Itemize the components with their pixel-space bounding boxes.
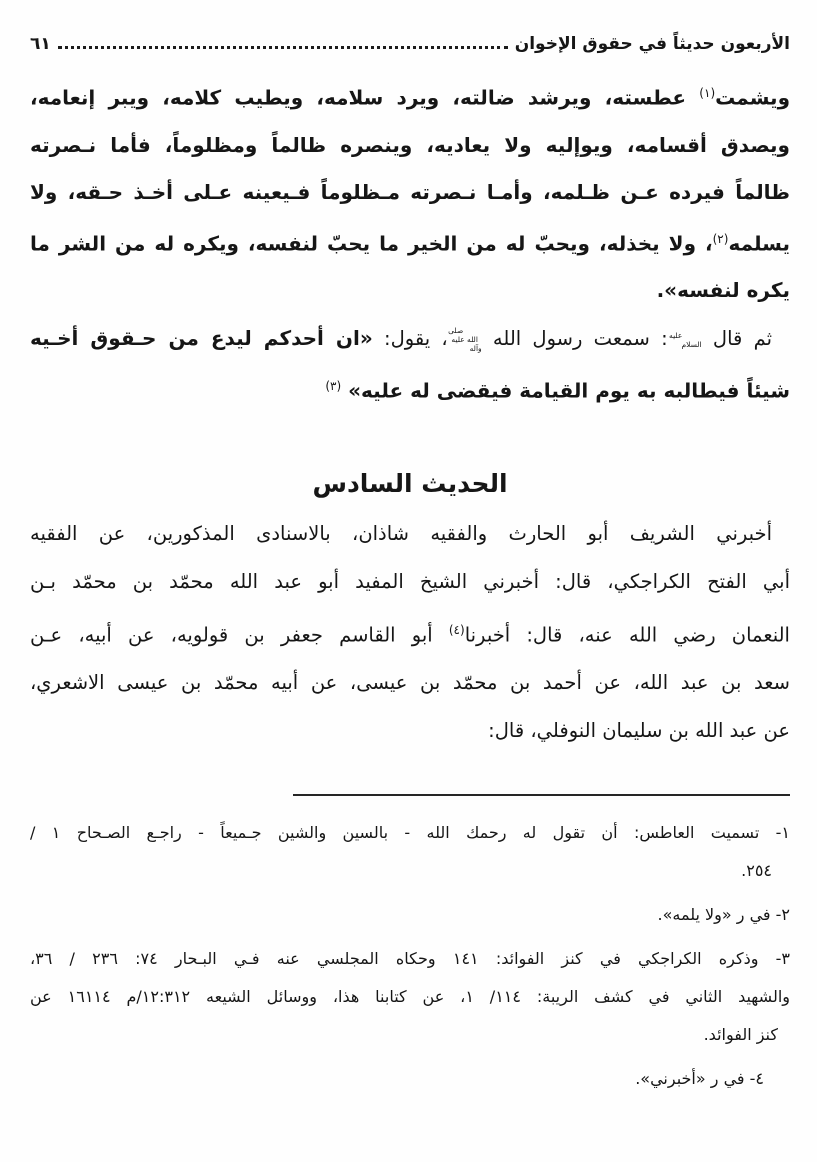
- isnad-line: أبي الفتح الكراجكي، قال: أخبرني الشيخ المفيد أبو عبد الله محمّد بن محمّد بـن: [30, 569, 790, 593]
- hadith-text-line: [30, 216, 790, 268]
- hadith-text-line: ظالماً فيرده عـن ظـلمه، وأمـا نـصرته مـظلوماً فـيعينه عـلى أخـذ حـقه، ولا: [30, 179, 790, 204]
- hadith-quote-segment: «ان أحدكم ليدع من حـقوق أخـيه: [30, 326, 373, 351]
- sallallahu-alayhi-waalih-mark: صلى الله عليه وآله: [448, 326, 482, 354]
- footnote-line: ٣- وذكره الكراجكي في كنز الفوائد: ١٤١ وحكاه المجلسي عنه فـي البـحار ٧٤: ٢٣٦ / ٣٦،: [30, 949, 790, 969]
- hadith-quote-line: [30, 363, 790, 415]
- footnote-4: ٤- في ر «أخبرني».: [635, 1069, 764, 1089]
- hadith-text-line: ويصدق أقسامه، ويوإليه ولا يعاديه، وينصره ظالماً ومظلوماً، فأما نـصرته: [30, 132, 790, 157]
- footnote-separator: [293, 794, 790, 796]
- isnad-segment: أبو القاسم جعفر بن قولويه، عن أبيه، عـن: [30, 623, 449, 647]
- footnote-line: والشهيد الثاني في كشف الريبة: ١١٤/ ١، عن كتابنا هذا، ووسائل الشيعه ١٢:٣١٢/م ١٦١١٤ عن: [30, 987, 791, 1007]
- footnote-3: [30, 940, 790, 1054]
- footnote-line: كنز الفوائد.: [703, 1025, 778, 1045]
- hadith-text-segment: ، ولا يخذله، ويحبّ له من الخير ما يحبّ لنفسه، ويكره له من الشر ما: [30, 231, 713, 256]
- narration-segment: ثم قال: [701, 327, 773, 351]
- isnad-line: أخبرني الشريف أبو الحارث والفقيه شاذان، بالاسنادى المذكورين، عن الفقيه: [30, 521, 772, 545]
- footnote-ref-3: (٣): [325, 379, 342, 394]
- hadith-text-line: يكره لنفسه».: [656, 278, 790, 303]
- narration-segment: ، يقول:: [372, 327, 448, 351]
- isnad-line: [30, 606, 790, 660]
- section-heading: الحديث السادس: [312, 468, 508, 498]
- dotted-leader: [58, 46, 508, 49]
- footnote-ref-2: (٢): [712, 231, 729, 246]
- footnote-1: [30, 814, 790, 890]
- hadith-text-line: [30, 70, 790, 122]
- footnote-2: ٢- في ر «ولا يلمه».: [657, 905, 790, 925]
- footnote-line: ٢٥٤.: [741, 861, 772, 881]
- narration-segment: : سمعت رسول الله: [481, 327, 668, 351]
- book-title: الأربعون حديثاً في حقوق الإخوان: [514, 34, 790, 54]
- hadith-text-segment: عطسته، ويرشد ضالته، ويرد سلامه، ويطيب كلامه، ويبر إنعامه،: [30, 85, 700, 110]
- footnote-ref-1: (١): [699, 86, 716, 100]
- hadith-text-segment: يسلمه: [728, 231, 790, 256]
- page-number: ٦١: [30, 34, 51, 54]
- alayhi-salam-mark: عليه السلام: [669, 330, 702, 349]
- narration-line: [30, 314, 790, 363]
- hadith-text-segment: ويشمت: [715, 85, 790, 110]
- footnote-ref-4: (٤): [448, 622, 465, 637]
- hadith-quote-segment: شيئاً فيطالبه به يوم القيامة فيقضى له عليه»: [341, 378, 790, 403]
- running-header: [30, 26, 790, 54]
- isnad-line: سعد بن عبد الله، عن أحمد بن محمّد بن عيسى، عن أبيه محمّد بن عيسى الاشعري،: [30, 671, 790, 695]
- isnad-line: عن عبد الله بن سليمان النوفلي، قال:: [488, 719, 790, 743]
- footnote-line: ١- تسميت العاطس: أن تقول له رحمك الله - بالسين والشين جـميعاً - راجـع الصـحاح ١ /: [30, 823, 791, 843]
- isnad-segment: النعمان رضي الله عنه، قال: أخبرنا: [464, 623, 790, 647]
